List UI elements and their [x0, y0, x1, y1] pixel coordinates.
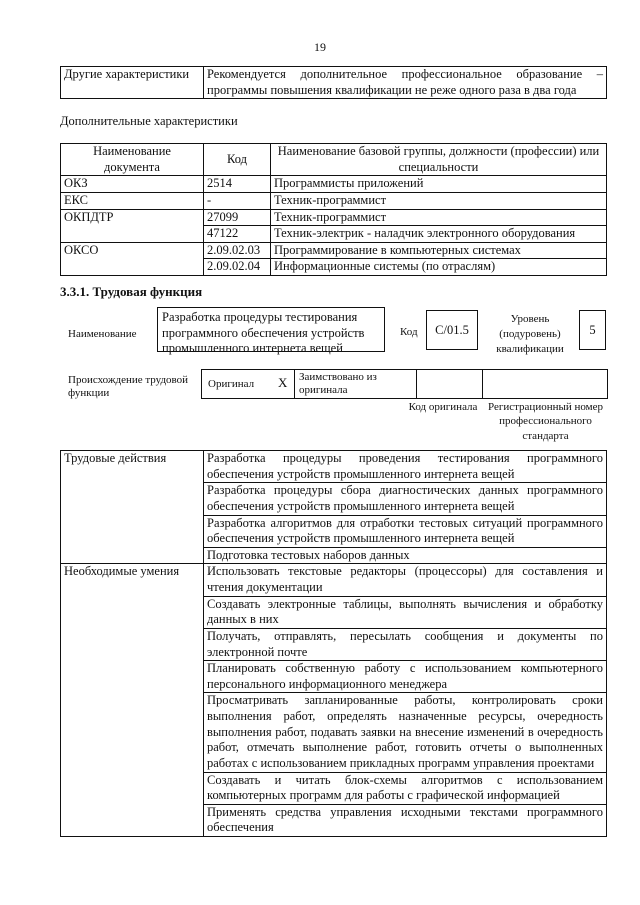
page-number: 19	[314, 40, 326, 54]
table-row	[61, 564, 607, 596]
code-cell: 2514	[204, 176, 271, 193]
original-code-caption: Код оригинала	[408, 401, 478, 413]
original-mark: X	[278, 375, 288, 390]
required-skill-item: Просматривать запланированные работы, контролировать сроки выполнения работ, определять назначенные ресурсы, очередность выполнения работ, подавать заявки на внесение изменений в очередность работ, отмечать выполнение работ, готовить отчеты о выполненных работах с использованием прикладных программ управления проектами	[204, 693, 607, 772]
code-cell: -	[204, 192, 271, 209]
code-cell: 2.09.02.03	[204, 242, 271, 259]
document-cell: ОКПДТР	[61, 209, 204, 242]
origin-label: Происхождение трудовой функции	[68, 374, 189, 400]
other-characteristics-table	[60, 66, 607, 99]
qualification-level-value: 5	[579, 310, 606, 350]
qualification-level-label: Уровень (подуровень) квалификации	[496, 313, 564, 355]
required-skill-item: Получать, отправлять, пересылать сообщения и документы по электронной почте	[204, 628, 607, 660]
name-cell: Информационные системы (по отраслям)	[271, 259, 607, 276]
labor-action-item: Разработка алгоритмов для отработки тестовых ситуаций программного обеспечения устройств промышленного интернета вещей	[204, 515, 607, 547]
function-name-label: Наименование	[68, 328, 137, 340]
required-skill-item: Создавать электронные таблицы, выполнять вычисления и обработку данных в них	[204, 596, 607, 628]
function-code-value: C/01.5	[426, 310, 478, 350]
divider	[416, 370, 417, 398]
labor-action-item: Разработка процедуры сбора диагностических данных программного обеспечения устройств промышленного интернета вещей	[204, 483, 607, 515]
borrowed-label: Заимствовано из оригинала	[299, 371, 377, 396]
other-characteristics-label: Другие характеристики	[61, 67, 204, 99]
registration-number-caption: Регистрационный номер профессионального стандарта	[487, 401, 604, 442]
table-row	[61, 242, 607, 259]
required-skill-item: Применять средства управления исходными текстами программного обеспечения	[204, 804, 607, 836]
table-row	[61, 451, 607, 483]
table-row	[61, 176, 607, 193]
table-row	[61, 67, 607, 99]
column-header-name: Наименование базовой группы, должности (профессии) или специальности	[271, 144, 607, 176]
function-name-value: Разработка процедуры тестирования программного обеспечения устройств промышленного интернета вещей	[157, 307, 385, 352]
labor-function-heading: 3.3.1. Трудовая функция	[60, 284, 203, 299]
column-header-code: Код	[204, 144, 271, 176]
required-skill-item: Создавать и читать блок-схемы алгоритмов с использованием компьютерных программ для работы с графической информацией	[204, 772, 607, 804]
name-cell: Техник-электрик - наладчик электронного оборудования	[271, 226, 607, 243]
name-cell: Техник-программист	[271, 192, 607, 209]
labor-actions-label: Трудовые действия	[61, 451, 204, 564]
document-cell: ОКЗ	[61, 176, 204, 193]
table-row	[61, 209, 607, 226]
required-skill-item: Планировать собственную работу с использованием компьютерного персонального информационного менеджера	[204, 661, 607, 693]
original-label: Оригинал	[208, 378, 255, 390]
name-cell: Техник-программист	[271, 209, 607, 226]
document-cell: ЕКС	[61, 192, 204, 209]
table-header-row	[61, 144, 607, 176]
required-skill-item: Использовать текстовые редакторы (процессоры) для составления и чтения документации	[204, 564, 607, 596]
divider	[294, 370, 295, 398]
labor-function-table	[60, 450, 607, 837]
column-header-document: Наименование документа	[61, 144, 204, 176]
origin-box	[201, 369, 608, 399]
labor-action-item: Разработка процедуры проведения тестирования программного обеспечения устройств промышленного интернета вещей	[204, 451, 607, 483]
document-cell: ОКСО	[61, 242, 204, 275]
other-characteristics-text: Рекомендуется дополнительное профессиональное образование – программы повышения квалификации не реже одного раза в два года	[204, 67, 607, 99]
function-code-label: Код	[400, 326, 418, 338]
code-cell: 47122	[204, 226, 271, 243]
labor-action-item: Подготовка тестовых наборов данных	[204, 547, 607, 564]
required-skills-label: Необходимые умения	[61, 564, 204, 837]
divider	[482, 370, 483, 398]
additional-characteristics-title: Дополнительные характеристики	[60, 114, 238, 128]
code-cell: 2.09.02.04	[204, 259, 271, 276]
table-row	[61, 192, 607, 209]
additional-characteristics-table	[60, 143, 607, 276]
name-cell: Программисты приложений	[271, 176, 607, 193]
code-cell: 27099	[204, 209, 271, 226]
name-cell: Программирование в компьютерных системах	[271, 242, 607, 259]
